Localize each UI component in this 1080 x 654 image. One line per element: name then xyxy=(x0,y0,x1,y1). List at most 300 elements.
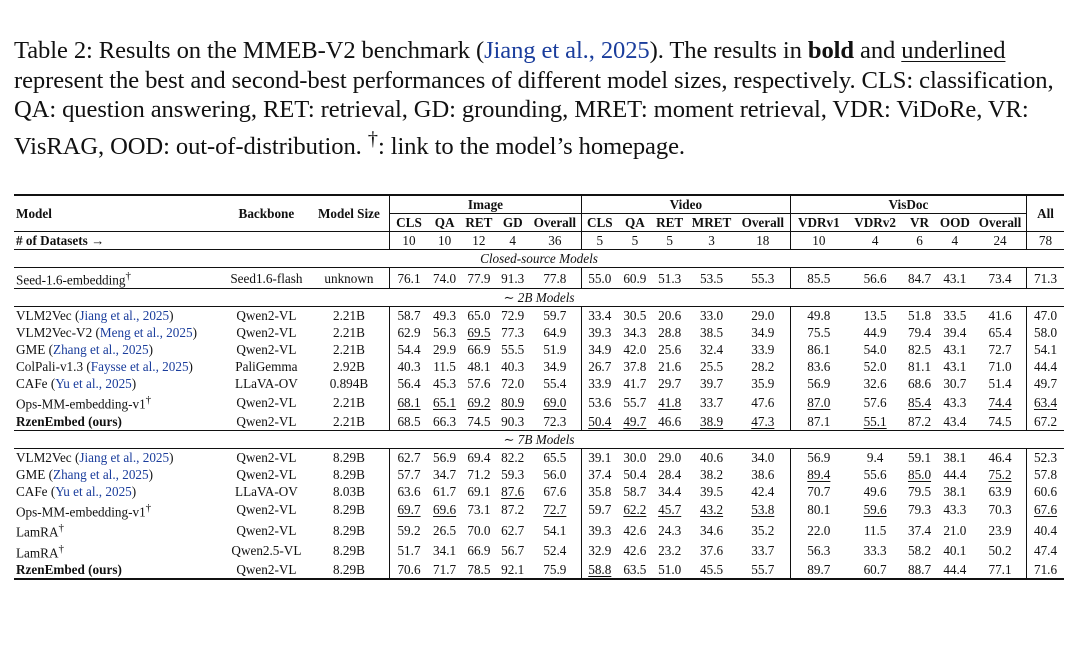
score-cell: 70.0 xyxy=(467,522,491,538)
score-cell: 43.1 xyxy=(943,359,967,375)
datasets-count-cell: 5 xyxy=(652,232,687,250)
table-row xyxy=(14,561,1064,579)
citation-link[interactable]: Zhang et al., 2025 xyxy=(53,466,149,482)
score-cell: 34.7 xyxy=(433,466,457,482)
score-cell: 23.9 xyxy=(988,522,1012,538)
score-cell: 11.5 xyxy=(863,522,887,538)
model-size-cell: 2.21B xyxy=(332,413,365,429)
header-col: VR xyxy=(909,215,930,230)
score-cell: 13.5 xyxy=(847,307,904,325)
model-name-cell: Seed-1.6-embedding† xyxy=(14,268,224,289)
backbone-cell: LLaVA-OV xyxy=(235,376,298,392)
table-row xyxy=(14,375,1064,392)
score-cell: 63.5 xyxy=(618,561,652,579)
score-cell: 54.1 xyxy=(543,522,567,538)
header-group-image: Image xyxy=(390,195,582,214)
score-cell: 44.4 xyxy=(936,561,974,579)
header-col: QA xyxy=(624,215,645,230)
score-cell: 41.7 xyxy=(623,376,647,392)
score-cell: 91.3 xyxy=(497,268,529,289)
score-cell: 39.3 xyxy=(581,324,617,341)
backbone-cell: Qwen2-VL xyxy=(224,307,309,325)
score-cell: 63.4 xyxy=(1027,392,1064,412)
score-cell: 32.4 xyxy=(700,342,724,358)
score-cell: 43.4 xyxy=(943,413,967,429)
score-cell: 69.7 xyxy=(390,500,428,520)
score-cell: 82.5 xyxy=(907,342,932,358)
header-col: Overall xyxy=(741,215,785,230)
score-cell: 49.6 xyxy=(863,483,887,499)
score-cell: 75.5 xyxy=(790,324,847,341)
model-size-cell: 8.29B xyxy=(309,448,390,466)
score-cell: 20.6 xyxy=(652,307,687,325)
citation-link[interactable]: Zhang et al., 2025 xyxy=(53,342,149,358)
score-cell: 72.3 xyxy=(543,413,567,429)
score-cell: 42.6 xyxy=(623,522,647,538)
score-cell: 54.0 xyxy=(863,342,887,358)
score-cell: 66.9 xyxy=(467,342,491,358)
model-name-cell: VLM2Vec (Jiang et al., 2025) xyxy=(14,307,224,325)
score-cell: 38.1 xyxy=(936,448,974,466)
homepage-link-dagger[interactable]: † xyxy=(125,270,131,282)
score-cell: 59.2 xyxy=(390,520,428,540)
score-cell: 51.0 xyxy=(652,561,687,579)
score-cell: 81.1 xyxy=(907,359,932,375)
score-cell: 25.5 xyxy=(700,359,724,375)
score-cell: 34.3 xyxy=(623,325,647,341)
table-row xyxy=(14,358,1064,375)
model-size-cell: 2.92B xyxy=(332,359,365,375)
score-cell: 55.0 xyxy=(581,268,617,289)
score-cell: 62.7 xyxy=(390,448,428,466)
score-cell: 35.9 xyxy=(751,376,775,392)
score-cell: 51.9 xyxy=(543,342,567,358)
backbone-cell: Qwen2-VL xyxy=(224,561,309,579)
backbone-cell: Qwen2-VL xyxy=(236,395,297,411)
datasets-count-cell: 4 xyxy=(497,232,529,250)
score-cell: 77.3 xyxy=(501,325,525,341)
score-cell: 69.2 xyxy=(467,395,491,411)
score-cell: 69.4 xyxy=(461,448,496,466)
score-cell: 51.3 xyxy=(652,268,687,289)
header-col: GD xyxy=(502,215,523,230)
header-backbone: Backbone xyxy=(224,195,309,232)
model-name-cell: CAFe (Yu et al., 2025) xyxy=(16,376,137,392)
score-cell: 59.1 xyxy=(903,448,935,466)
score-cell: 51.8 xyxy=(903,307,935,325)
score-cell: 77.9 xyxy=(461,268,496,289)
table-row xyxy=(14,413,1064,431)
backbone-cell: Qwen2-VL xyxy=(236,466,297,482)
score-cell: 26.7 xyxy=(581,358,617,375)
backbone-cell: Qwen2-VL xyxy=(236,522,297,538)
score-cell: 49.8 xyxy=(790,307,847,325)
score-cell: 34.9 xyxy=(543,359,567,375)
score-cell: 55.5 xyxy=(501,342,525,358)
score-cell: 65.1 xyxy=(433,395,457,411)
score-cell: 72.7 xyxy=(988,342,1012,358)
score-cell: 92.1 xyxy=(497,561,529,579)
score-cell: 56.6 xyxy=(847,268,904,289)
score-cell: 87.0 xyxy=(790,392,847,412)
score-cell: 86.1 xyxy=(790,341,847,358)
score-cell: 70.3 xyxy=(988,502,1012,518)
model-size-cell: 2.21B xyxy=(332,325,365,341)
backbone-cell: Qwen2-VL xyxy=(236,413,297,429)
score-cell: 39.4 xyxy=(943,325,967,341)
score-cell: 30.5 xyxy=(618,307,652,325)
score-cell: 49.3 xyxy=(428,307,461,325)
score-cell: 71.6 xyxy=(1027,561,1064,579)
score-cell: 78.5 xyxy=(461,561,496,579)
score-cell: 29.9 xyxy=(433,342,457,358)
score-cell: 56.4 xyxy=(390,375,428,392)
score-cell: 74.4 xyxy=(988,395,1012,411)
score-cell: 69.5 xyxy=(467,325,491,341)
table-row xyxy=(14,392,1064,412)
model-size-cell: 2.21B xyxy=(309,307,390,325)
score-cell: 37.6 xyxy=(700,543,724,559)
score-cell: 37.4 xyxy=(581,466,617,483)
score-cell: 55.7 xyxy=(736,561,791,579)
score-cell: 55.1 xyxy=(863,413,887,429)
score-cell: 62.2 xyxy=(623,502,647,518)
score-cell: 9.4 xyxy=(847,448,904,466)
score-cell: 59.7 xyxy=(529,307,582,325)
backbone-cell: Seed1.6-flash xyxy=(224,268,309,289)
citation-link[interactable]: Jiang et al., 2025 xyxy=(79,449,170,465)
score-cell: 33.0 xyxy=(687,307,735,325)
score-cell: 47.3 xyxy=(751,413,775,429)
datasets-count-cell: 12 xyxy=(461,232,496,250)
model-name-cell: Ops-MM-embedding-v1† xyxy=(16,501,152,520)
score-cell: 38.2 xyxy=(700,466,724,482)
score-cell: 39.1 xyxy=(581,448,617,466)
score-cell: 90.3 xyxy=(501,413,525,429)
score-cell: 39.5 xyxy=(700,483,724,499)
score-cell: 40.3 xyxy=(501,359,525,375)
model-name-cell: GME (Zhang et al., 2025) xyxy=(16,466,154,482)
model-size-cell: 8.03B xyxy=(332,483,365,499)
score-cell: 54.4 xyxy=(390,341,428,358)
score-cell: 74.5 xyxy=(988,413,1012,429)
score-cell: 26.5 xyxy=(433,522,457,538)
score-cell: 43.3 xyxy=(943,395,967,411)
model-name-cell: LamRA† xyxy=(16,522,64,540)
score-cell: 30.0 xyxy=(618,448,652,466)
score-cell: 56.9 xyxy=(790,448,847,466)
score-cell: 71.7 xyxy=(428,561,461,579)
score-cell: 63.9 xyxy=(988,483,1012,499)
score-cell: 57.6 xyxy=(863,395,887,411)
score-cell: 79.5 xyxy=(907,483,932,499)
datasets-count-cell: 4 xyxy=(936,232,974,250)
score-cell: 70.7 xyxy=(790,483,847,500)
score-cell: 50.4 xyxy=(623,466,647,482)
model-name-cell: Ops-MM-embedding-v1† xyxy=(16,394,152,412)
score-cell: 43.1 xyxy=(943,342,967,358)
section-title: ∼ 7B Models xyxy=(14,430,1064,448)
model-name-cell: GME (Zhang et al., 2025) xyxy=(16,342,154,358)
score-cell: 71.3 xyxy=(1027,268,1064,289)
section-title: Closed-source Models xyxy=(14,250,1064,268)
citation-link[interactable]: Meng et al., 2025 xyxy=(99,325,193,341)
score-cell: 58.0 xyxy=(1027,324,1064,341)
score-cell: 47.6 xyxy=(751,395,775,411)
score-cell: 40.3 xyxy=(390,358,428,375)
score-cell: 45.3 xyxy=(433,376,457,392)
table-row xyxy=(14,341,1064,358)
datasets-count-cell: 10 xyxy=(790,232,847,250)
score-cell: 39.7 xyxy=(700,376,724,392)
score-cell: 56.7 xyxy=(501,543,525,559)
score-cell: 43.3 xyxy=(943,502,967,518)
score-cell: 63.6 xyxy=(390,483,428,500)
header-model: Model xyxy=(14,195,224,232)
backbone-cell: LLaVA-OV xyxy=(235,483,298,499)
score-cell: 82.2 xyxy=(497,448,529,466)
header-col: VDRv2 xyxy=(854,215,896,230)
backbone-cell: Qwen2-VL xyxy=(236,502,297,518)
score-cell: 58.2 xyxy=(907,543,932,559)
score-cell: 88.7 xyxy=(903,561,935,579)
score-cell: 29.0 xyxy=(736,307,791,325)
score-cell: 61.7 xyxy=(433,483,457,499)
model-size-cell: 0.894B xyxy=(329,376,369,392)
score-cell: 69.0 xyxy=(543,395,567,411)
score-cell: 45.5 xyxy=(687,561,735,579)
score-cell: 25.6 xyxy=(658,342,682,358)
section-header-row xyxy=(14,430,1064,448)
score-cell: 58.7 xyxy=(623,483,647,499)
citation-link[interactable]: Faysse et al., 2025 xyxy=(90,359,189,375)
homepage-link-dagger[interactable]: † xyxy=(145,394,152,407)
header-col: Overall xyxy=(978,215,1022,230)
score-cell: 22.0 xyxy=(790,520,847,540)
score-cell: 69.6 xyxy=(433,502,457,518)
score-cell: 33.9 xyxy=(581,375,617,392)
datasets-count-cell: 4 xyxy=(847,232,904,250)
score-cell: 21.6 xyxy=(658,359,682,375)
datasets-count-cell: 3 xyxy=(687,232,735,250)
score-cell: 66.3 xyxy=(433,413,457,429)
table-row xyxy=(14,483,1064,500)
score-cell: 53.8 xyxy=(751,502,775,518)
score-cell: 80.9 xyxy=(501,395,525,411)
datasets-count-cell: 10 xyxy=(428,232,461,250)
header-col: OOD xyxy=(939,215,970,230)
model-size-cell: 2.21B xyxy=(332,395,365,411)
score-cell: 40.4 xyxy=(1027,520,1064,540)
score-cell: 38.5 xyxy=(700,325,724,341)
homepage-link-dagger[interactable]: † xyxy=(145,501,152,514)
score-cell: 46.4 xyxy=(974,448,1027,466)
score-cell: 73.1 xyxy=(467,502,491,518)
score-cell: 50.2 xyxy=(988,543,1012,559)
score-cell: 87.2 xyxy=(501,502,525,518)
score-cell: 44.4 xyxy=(1027,358,1064,375)
score-cell: 29.7 xyxy=(658,376,682,392)
section-title: ∼ 2B Models xyxy=(14,289,1064,307)
model-name-cell: RzenEmbed (ours) xyxy=(14,561,224,579)
score-cell: 79.4 xyxy=(907,325,932,341)
score-cell: 89.7 xyxy=(790,561,847,579)
homepage-link-dagger[interactable]: † xyxy=(58,522,64,535)
score-cell: 74.5 xyxy=(467,413,491,429)
citation-link[interactable]: Jiang et al., 2025 xyxy=(484,37,650,64)
score-cell: 49.7 xyxy=(1027,375,1064,392)
score-cell: 33.5 xyxy=(936,307,974,325)
score-cell: 60.9 xyxy=(618,268,652,289)
score-cell: 89.4 xyxy=(790,466,847,483)
table-row xyxy=(14,307,1064,325)
header-col: QA xyxy=(434,215,455,230)
table-row xyxy=(14,448,1064,466)
score-cell: 49.7 xyxy=(623,413,647,429)
score-cell: 50.4 xyxy=(581,413,617,431)
score-cell: 80.1 xyxy=(790,500,847,520)
backbone-cell: PaliGemma xyxy=(235,359,298,375)
datasets-count-row xyxy=(14,232,1064,250)
datasets-count-cell: 10 xyxy=(390,232,428,250)
score-cell: 34.0 xyxy=(736,448,791,466)
model-name-cell: LamRA† xyxy=(16,542,64,560)
table-row xyxy=(14,324,1064,341)
score-cell: 53.5 xyxy=(687,268,735,289)
header-group-video: Video xyxy=(581,195,790,214)
datasets-count-cell: 5 xyxy=(618,232,652,250)
section-header-row xyxy=(14,289,1064,307)
score-cell: 40.6 xyxy=(687,448,735,466)
score-cell: 32.9 xyxy=(581,541,617,561)
score-cell: 52.3 xyxy=(1027,448,1064,466)
score-cell: 34.1 xyxy=(433,543,457,559)
score-cell: 55.4 xyxy=(543,376,567,392)
score-cell: 56.3 xyxy=(433,325,457,341)
header-col: CLS xyxy=(581,214,617,232)
score-cell: 69.1 xyxy=(467,483,491,499)
score-cell: 67.2 xyxy=(1027,413,1064,431)
score-cell: 55.3 xyxy=(736,268,791,289)
score-cell: 74.0 xyxy=(428,268,461,289)
score-cell: 72.0 xyxy=(501,376,525,392)
score-cell: 34.9 xyxy=(751,325,775,341)
score-cell: 42.4 xyxy=(751,483,775,499)
citation-link[interactable]: Yu et al., 2025 xyxy=(55,376,132,392)
score-cell: 41.8 xyxy=(658,395,682,411)
model-name-cell: ColPali-v1.3 (Faysse et al., 2025) xyxy=(16,359,193,375)
citation-link[interactable]: Yu et al., 2025 xyxy=(55,483,132,499)
score-cell: 57.6 xyxy=(467,376,491,392)
score-cell: 28.4 xyxy=(658,466,682,482)
table-row xyxy=(14,466,1064,483)
score-cell: 54.1 xyxy=(1027,341,1064,358)
score-cell: 45.7 xyxy=(658,502,682,518)
score-cell: 64.9 xyxy=(543,325,567,341)
score-cell: 33.7 xyxy=(700,395,724,411)
score-cell: 43.2 xyxy=(700,502,724,518)
score-cell: 34.4 xyxy=(658,483,682,499)
score-cell: 59.6 xyxy=(863,502,887,518)
score-cell: 24.3 xyxy=(658,522,682,538)
score-cell: 28.2 xyxy=(751,359,775,375)
score-cell: 87.6 xyxy=(501,483,525,499)
score-cell: 38.1 xyxy=(943,483,967,499)
table-row xyxy=(14,520,1064,540)
score-cell: 68.1 xyxy=(390,392,428,412)
score-cell: 73.4 xyxy=(974,268,1027,289)
score-cell: 70.6 xyxy=(390,561,428,579)
score-cell: 42.0 xyxy=(623,342,647,358)
score-cell: 71.2 xyxy=(467,466,491,482)
score-cell: 75.2 xyxy=(988,466,1012,482)
citation-link[interactable]: Jiang et al., 2025 xyxy=(79,308,170,324)
score-cell: 43.1 xyxy=(936,268,974,289)
model-name-cell: CAFe (Yu et al., 2025) xyxy=(16,483,137,499)
score-cell: 67.6 xyxy=(543,483,567,499)
score-cell: 34.9 xyxy=(581,341,617,358)
score-cell: 77.8 xyxy=(529,268,582,289)
model-size-cell: 8.29B xyxy=(309,561,390,579)
score-cell: 56.3 xyxy=(790,541,847,561)
model-size-cell: 8.29B xyxy=(332,543,365,559)
header-group-visdoc: VisDoc xyxy=(790,195,1026,214)
score-cell: 41.6 xyxy=(974,307,1027,325)
score-cell: 48.1 xyxy=(467,359,491,375)
table-row xyxy=(14,500,1064,520)
model-name-cell: VLM2Vec (Jiang et al., 2025) xyxy=(14,448,224,466)
score-cell: 38.9 xyxy=(700,413,724,429)
datasets-count-cell: 36 xyxy=(529,232,582,250)
score-cell: 23.2 xyxy=(658,543,682,559)
score-cell: 47.4 xyxy=(1027,541,1064,561)
score-cell: 30.7 xyxy=(943,376,967,392)
score-cell: 84.7 xyxy=(903,268,935,289)
score-cell: 47.0 xyxy=(1027,307,1064,325)
header-all: All xyxy=(1027,195,1064,232)
datasets-count-cell: 24 xyxy=(974,232,1027,250)
backbone-cell: Qwen2.5-VL xyxy=(231,543,302,559)
score-cell: 33.9 xyxy=(751,342,775,358)
header-col: RET xyxy=(656,215,684,230)
backbone-cell: Qwen2-VL xyxy=(224,448,309,466)
score-cell: 60.7 xyxy=(847,561,904,579)
score-cell: 58.8 xyxy=(581,561,617,579)
score-cell: 56.9 xyxy=(790,375,847,392)
score-cell: 75.9 xyxy=(529,561,582,579)
score-cell: 38.6 xyxy=(751,466,775,482)
model-name-cell: VLM2Vec-V2 (Meng et al., 2025) xyxy=(16,325,197,341)
score-cell: 39.3 xyxy=(581,520,617,540)
header-col: CLS xyxy=(390,214,428,232)
score-cell: 77.1 xyxy=(974,561,1027,579)
score-cell: 87.2 xyxy=(907,413,932,429)
score-cell: 28.8 xyxy=(658,325,682,341)
backbone-cell: Qwen2-VL xyxy=(236,342,297,358)
score-cell: 72.7 xyxy=(543,502,567,518)
datasets-count-cell: 6 xyxy=(903,232,935,250)
score-cell: 76.1 xyxy=(390,268,428,289)
header-col: RET xyxy=(465,215,493,230)
score-cell: 67.6 xyxy=(1027,500,1064,520)
section-header-row xyxy=(14,250,1064,268)
header-col: Overall xyxy=(533,215,577,230)
score-cell: 65.0 xyxy=(461,307,496,325)
homepage-link-dagger[interactable]: † xyxy=(58,542,64,555)
score-cell: 55.7 xyxy=(623,395,647,411)
score-cell: 52.0 xyxy=(863,359,887,375)
score-cell: 59.7 xyxy=(581,500,617,520)
